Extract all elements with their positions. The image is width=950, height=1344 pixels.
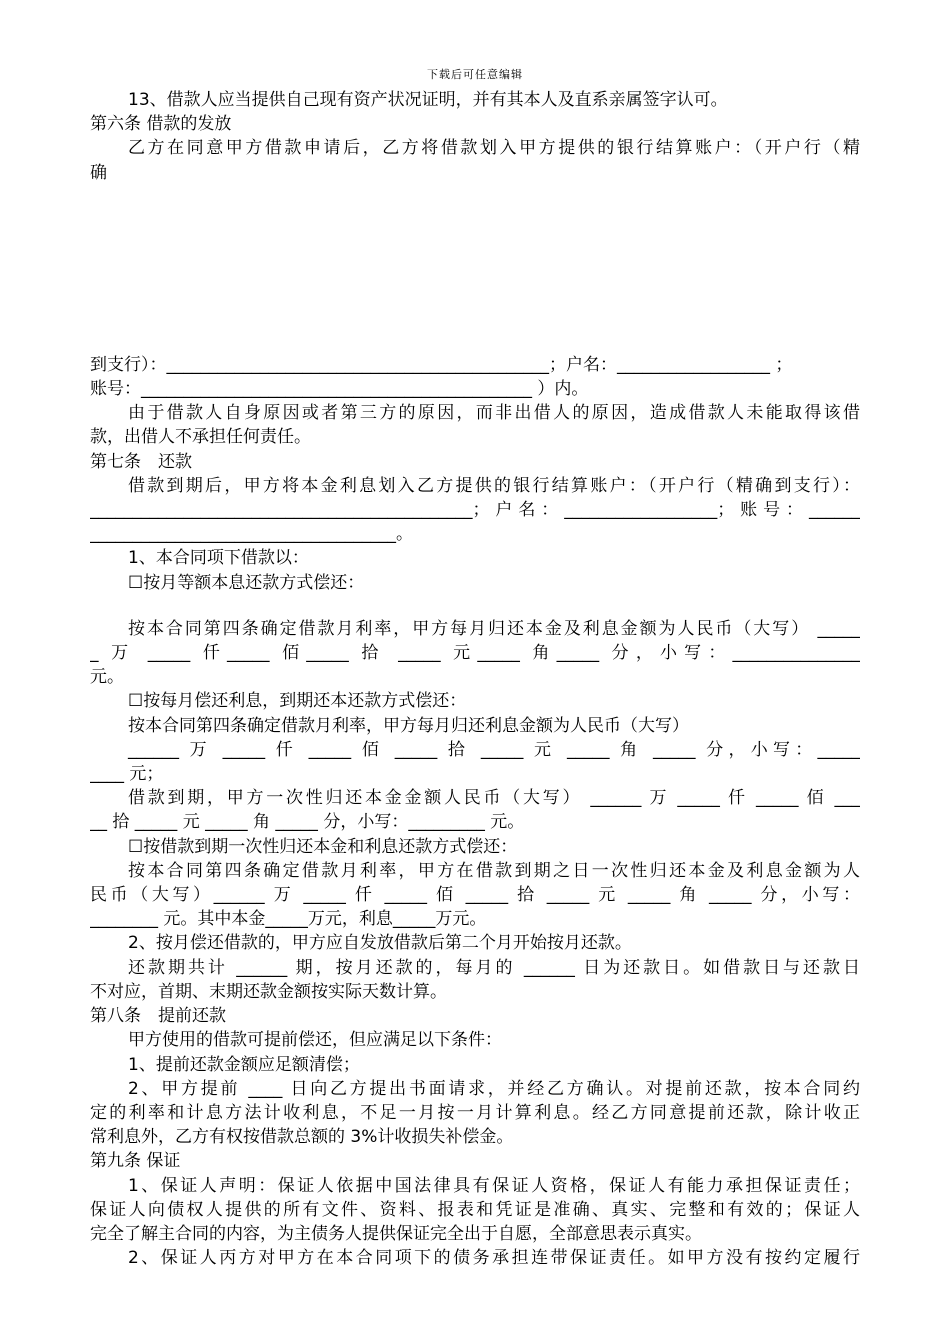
clause-line: 13、借款人应当提供自己现有资产状况证明，并有其本人及直系亲属签字认可。 <box>128 90 728 110</box>
account-fill-line: 账号：______________________________________________ ）内。 <box>90 379 589 400</box>
clause-line: 按本合同第四条确定借款月利率，甲方每月归还利息金额为人民币（大写） <box>128 715 689 736</box>
clause-line: 借款到期后，甲方将本金利息划入乙方提供的银行结算账户：（开户行（精确到支行）： <box>128 475 860 496</box>
blank-space <box>90 185 860 353</box>
section-heading: 第六条 借款的发放 <box>90 114 232 135</box>
clause-line: 按本合同第四条确定借款月利率，甲方在借款到期之日一次性归还本金及利息金额为人 <box>128 860 860 881</box>
section-heading: 第九条 保证 <box>90 1151 181 1172</box>
account-fill-line: _____________________________________________；户名：__________________；账号：______ <box>90 500 860 521</box>
section-heading: 第八条 提前还款 <box>90 1006 226 1027</box>
clause-line: 1、提前还款金额应足额清偿； <box>128 1054 360 1075</box>
clause-line: 还款期共计 ______ 期，按月还款的，每月的 ______ 日为还款日。如借款日与还款日 <box>128 957 860 978</box>
section-heading: 第七条 还款 <box>90 451 192 472</box>
checkbox-option[interactable]: ☐按每月偿还利息，到期还本还款方式偿还： <box>128 691 467 712</box>
amount-fill-line: ______ 万 _____ 仟 _____ 佰 _____ 拾 _____ 元 _____ 角 _____ 分，小写：_____ <box>128 739 860 760</box>
clause-line: 2、按月偿还借款的，甲方应自发放借款后第二个月开始按月还款。 <box>128 933 632 954</box>
amount-fill-line: 借款到期，甲方一次性归还本金金额人民币（大写） ______ 万 _____ 仟 _____ 佰 ___ <box>128 788 860 809</box>
clause-line: 完全了解主合同的内容，为主债务人提供保证完全出于自愿，全部意思表示真实。 <box>90 1223 702 1244</box>
clause-line: 确 <box>90 162 107 183</box>
clause-line: 款，出借人不承担任何责任。 <box>90 427 311 448</box>
clause-line: 2、保证人丙方对甲方在本合同项下的债务承担连带保证责任。如甲方没有按约定履行 <box>128 1248 860 1269</box>
clause-line: 甲方使用的借款可提前偿还，但应满足以下条件： <box>128 1030 502 1051</box>
clause-line: 2、甲方提前 ____ 日向乙方提出书面请求，并经乙方确认。对提前还款，按本合同约 <box>128 1078 860 1099</box>
clause-line: 元。 <box>90 667 124 688</box>
document-body <box>90 88 860 1270</box>
amount-fill-line: __ 拾 _____ 元 _____ 角 _____ 分，小写：_________ 元。 <box>90 812 525 833</box>
clause-line: 由于借款人自身原因或者第三方的原因，而非出借人的原因，造成借款人未能取得该借 <box>128 403 860 424</box>
clause-line: ____ 元； <box>90 764 164 785</box>
amount-fill-line: _ 万 _____ 仟_____ 佰_____ 拾 _____ 元_____ 角_____ 分，小写：_______________ <box>90 643 860 664</box>
clause-line: 1、本合同项下借款以： <box>128 548 309 569</box>
clause-line: 常利息外，乙方有权按借款总额的 3%计收损失补偿金。 <box>90 1127 514 1148</box>
clause-line: 不对应，首期、末期还款金额按实际天数计算。 <box>90 981 447 1002</box>
account-fill-line: ____________________________________。 <box>90 524 413 545</box>
checkbox-option[interactable]: ☐按月等额本息还款方式偿还： <box>128 572 365 593</box>
clause-line: 保证人向债权人提供的所有文件、资料、报表和凭证是准确、真实、完整和有效的；保证人 <box>90 1199 860 1220</box>
clause-line: 按本合同第四条确定借款月利率，甲方每月归还本金及利息金额为人民币（大写） _____ <box>128 618 860 639</box>
clause-line: 1、保证人声明：保证人依据中国法律具有保证人资格，保证人有能力承担保证责任； <box>128 1175 860 1196</box>
amount-fill-line: ________ 元。其中本金_____万元，利息_____万元。 <box>90 909 487 930</box>
amount-fill-line: 民币（大写）______ 万 _____ 仟 _____ 佰 _____ 拾 _____ 元 _____ 角 _____ 分，小写： <box>90 885 860 906</box>
blank-space <box>90 595 860 617</box>
checkbox-option[interactable]: ☐按借款到期一次性归还本金和利息还款方式偿还： <box>128 836 518 857</box>
page-header: 下载后可任意编辑 <box>427 68 523 81</box>
account-fill-line: 到支行）：_____________________________________________；户名：__________________ ； <box>90 354 793 375</box>
clause-line: 乙方在同意甲方借款申请后，乙方将借款划入甲方提供的银行结算账户：（开户行（精 <box>128 138 860 159</box>
clause-line: 定的利率和计息方法计收利息，不足一月按一月计算利息。经乙方同意提前还款，除计收正 <box>90 1102 860 1123</box>
